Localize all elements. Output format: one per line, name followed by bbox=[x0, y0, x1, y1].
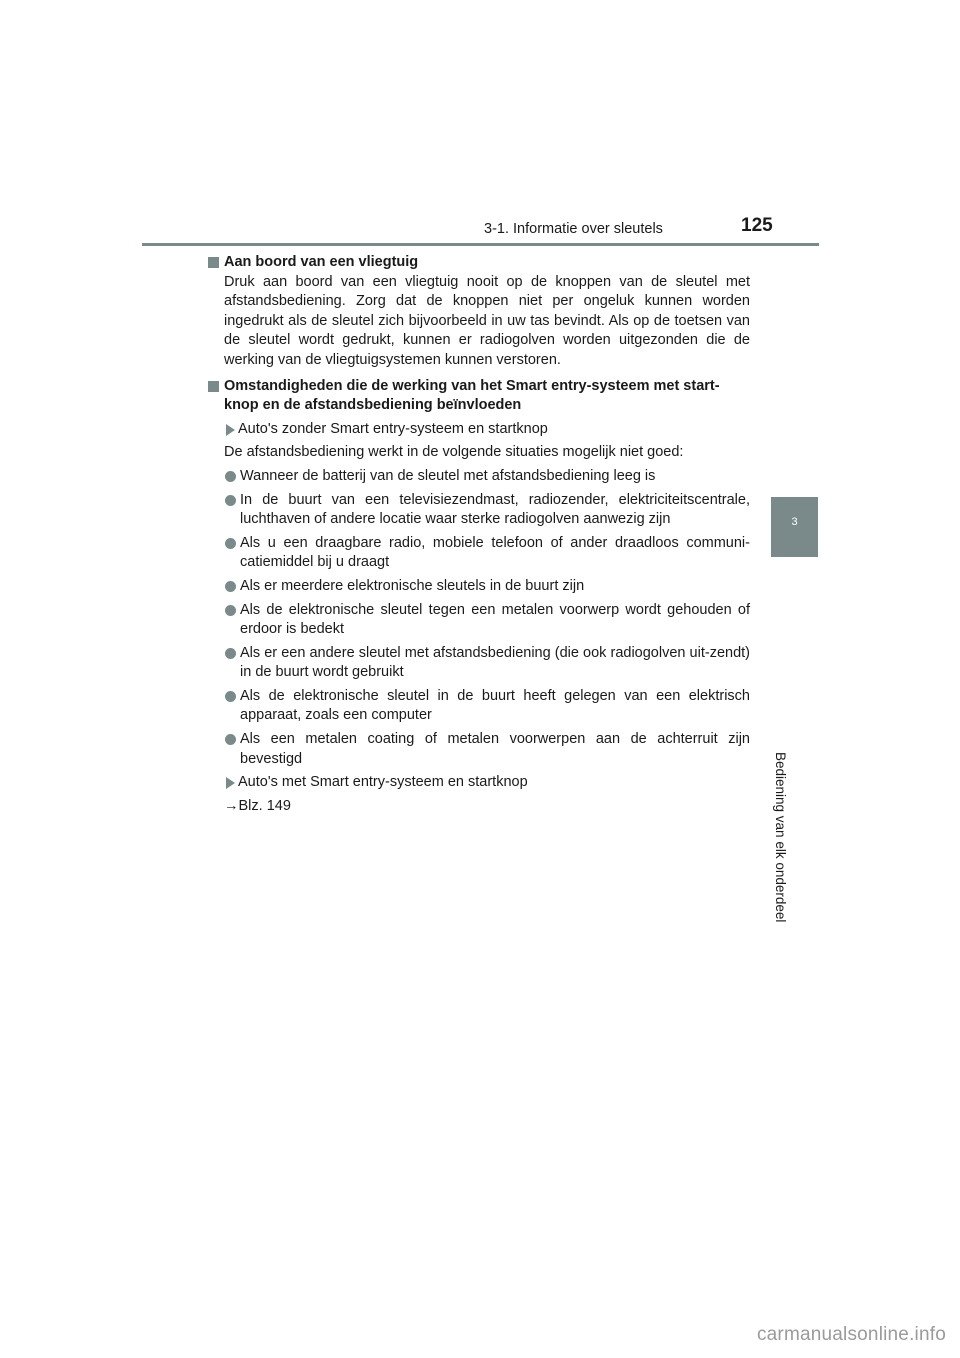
list-item: Wanneer de batterij van de sleutel met afstandsbediening leeg is bbox=[208, 467, 750, 487]
circle-bullet-icon bbox=[225, 605, 236, 616]
section-heading-conditions: Omstandigheden die de werking van het Smart entry-systeem met start-knop en de afstandsbediening beïnvloeden bbox=[208, 377, 750, 416]
circle-bullet-icon bbox=[225, 581, 236, 592]
header-divider bbox=[142, 243, 819, 246]
circle-bullet-icon bbox=[225, 648, 236, 659]
list-item: Als er meerdere elektronische sleutels in de buurt zijn bbox=[208, 577, 750, 597]
chapter-number: 3 bbox=[791, 516, 798, 528]
triangle-arrow-icon bbox=[226, 777, 235, 789]
triangle-arrow-icon bbox=[226, 424, 235, 436]
site-watermark: carmanualsonline.info bbox=[756, 1324, 946, 1345]
page-content bbox=[208, 253, 750, 816]
section-heading-aircraft: Aan boord van een vliegtuig bbox=[208, 253, 750, 273]
circle-bullet-icon bbox=[225, 538, 236, 549]
circle-bullet-icon bbox=[225, 495, 236, 506]
list-item: Als u een draagbare radio, mobiele telefoon of ander draadloos communi-catiemiddel bij u draagt bbox=[208, 534, 750, 573]
list-item: Als de elektronische sleutel tegen een metalen voorwerp wordt gehouden of erdoor is bedekt bbox=[208, 601, 750, 640]
circle-bullet-icon bbox=[225, 734, 236, 745]
circle-bullet-icon bbox=[225, 691, 236, 702]
subheading-without-smart-entry: Auto's zonder Smart entry-systeem en startknop bbox=[208, 420, 750, 440]
circle-bullet-icon bbox=[225, 471, 236, 482]
header-section-title: 3-1. Informatie over sleutels bbox=[484, 221, 663, 237]
list-item: Als de elektronische sleutel in de buurt heeft gelegen van een elektrisch apparaat, zoals een computer bbox=[208, 687, 750, 726]
chapter-tab bbox=[771, 497, 818, 557]
conditions-intro: De afstandsbediening werkt in de volgende situaties mogelijk niet goed: bbox=[224, 444, 684, 461]
list-item: Als een metalen coating of metalen voorwerpen aan de achterruit zijn bevestigd bbox=[208, 730, 750, 769]
subheading-with-smart-entry: Auto's met Smart entry-systeem en startknop bbox=[208, 773, 750, 793]
square-bullet-icon bbox=[208, 257, 219, 268]
page-reference-link[interactable]: →Blz. 149 bbox=[224, 797, 291, 814]
aircraft-paragraph: Druk aan boord van een vliegtuig nooit op de knoppen van de sleutel met afstandsbediening. Zorg dat de knoppen niet per ongeluk kunnen worden ingedrukt als de sleutel zich bijvoorbeeld in uw tas bevindt. Als op de toetsen van de sleutel wordt gedrukt, kunnen er radiogolven worden uitgezonden die de werking van de vliegtuigsystemen kunnen verstoren. bbox=[224, 273, 750, 368]
list-item: Als er een andere sleutel met afstandsbediening (die ook radiogolven uit-zendt) in de buurt wordt gebruikt bbox=[208, 644, 750, 683]
square-bullet-icon bbox=[208, 381, 219, 392]
list-item: In de buurt van een televisiezendmast, radiozender, elektriciteitscentrale, luchthaven of andere locatie waar sterke radiogolven aanwezig zijn bbox=[208, 491, 750, 530]
page-number: 125 bbox=[741, 215, 773, 236]
chapter-title-vertical: Bediening van elk onderdeel bbox=[773, 752, 788, 923]
